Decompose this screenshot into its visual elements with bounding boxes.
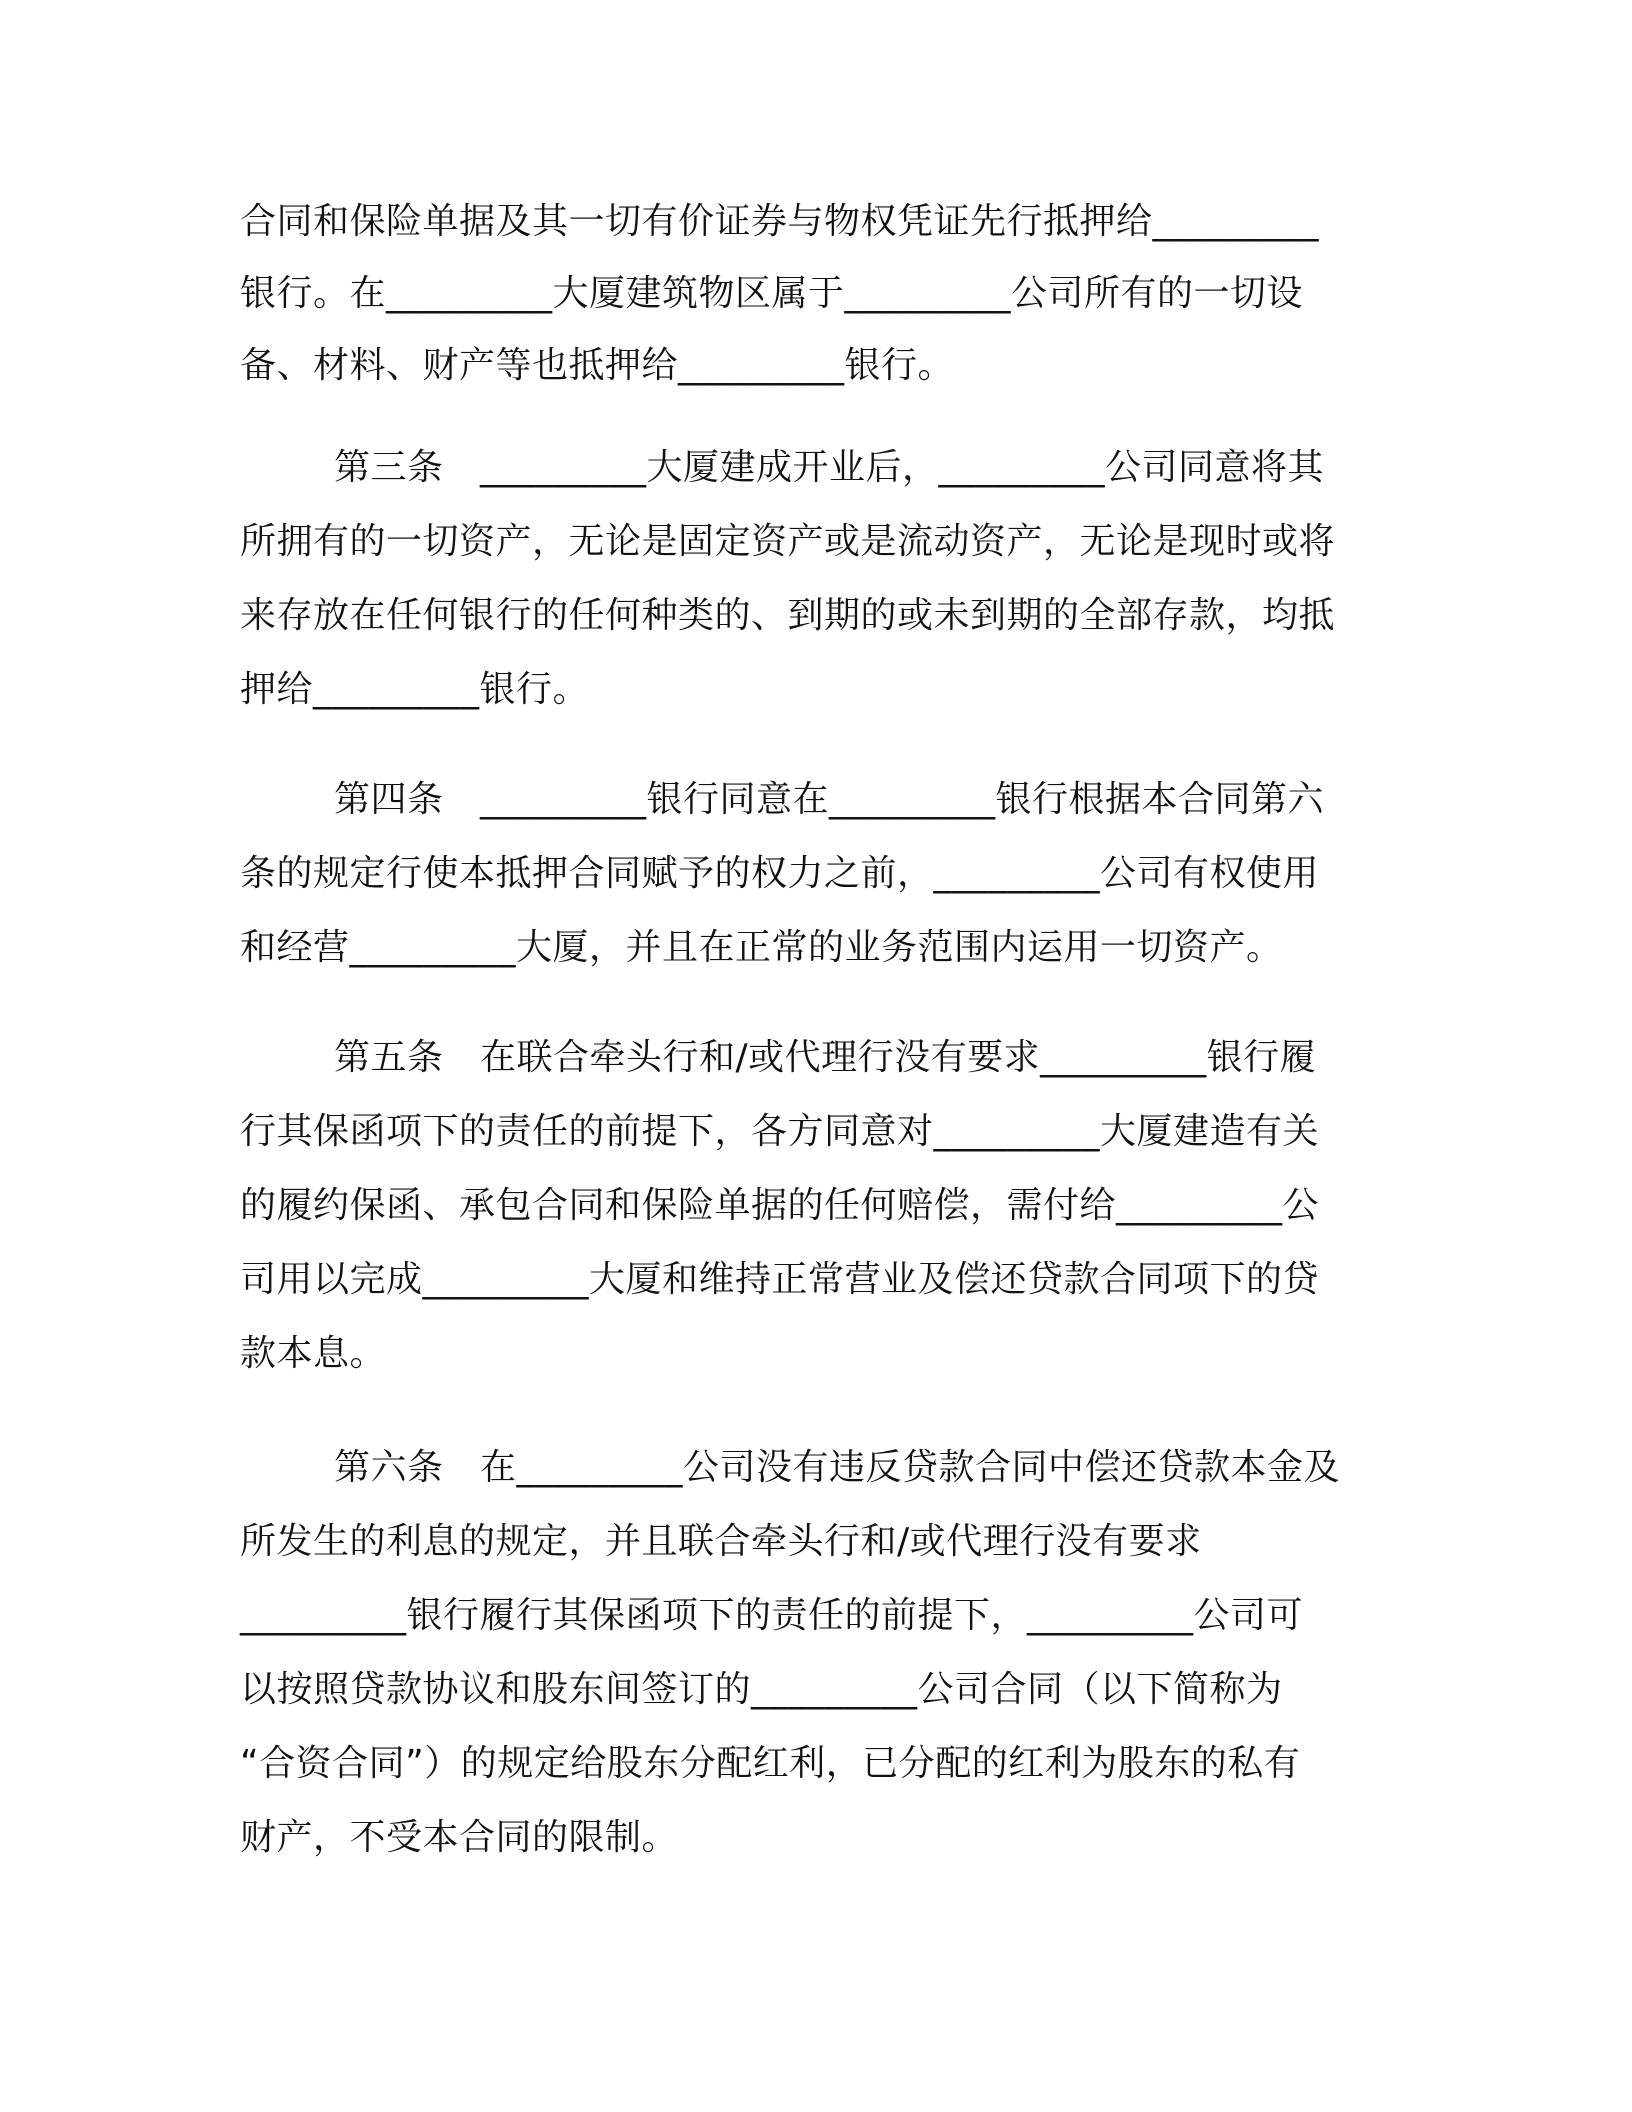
text-line: 以按照贷款协议和股东间签订的_________公司合同（以下简称为 bbox=[240, 1669, 1283, 1710]
text-line: 押给_________银行。 bbox=[240, 669, 590, 710]
text-line: _________银行履行其保函项下的责任的前提下，_________公司可 bbox=[240, 1595, 1304, 1636]
article-6-heading-line: 第六条 在_________公司没有违反贷款合同中偿还贷款本金及 bbox=[334, 1447, 1341, 1488]
text-line: 财产，不受本合同的限制。 bbox=[240, 1817, 679, 1858]
text-line: 所拥有的一切资产，无论是固定资产或是流动资产，无论是现时或将 bbox=[240, 521, 1336, 562]
article-4-heading-line: 第四条 _________银行同意在_________银行根据本合同第六 bbox=[334, 779, 1325, 820]
text-line: 款本息。 bbox=[240, 1333, 387, 1374]
text-line: “合资合同”）的规定给股东分配红利，已分配的红利为股东的私有 bbox=[240, 1743, 1301, 1784]
article-3-heading-line: 第三条 _________大厦建成开业后，_________公司同意将其 bbox=[334, 447, 1325, 488]
text-line: 合同和保险单据及其一切有价证券与物权凭证先行抵押给_________ bbox=[240, 201, 1320, 242]
text-line: 司用以完成_________大厦和维持正常营业及偿还贷款合同项下的贷 bbox=[240, 1259, 1320, 1300]
text-line: 条的规定行使本抵押合同赋予的权力之前，_________公司有权使用 bbox=[240, 853, 1320, 894]
text-line: 的履约保函、承包合同和保险单据的任何赔偿，需付给_________公 bbox=[240, 1185, 1320, 1226]
text-line: 和经营_________大厦，并且在正常的业务范围内运用一切资产。 bbox=[240, 927, 1283, 968]
text-line: 银行。在_________大厦建筑物区属于_________公司所有的一切设 bbox=[240, 273, 1304, 314]
text-line: 所发生的利息的规定，并且联合牵头行和/或代理行没有要求 bbox=[240, 1521, 1202, 1562]
text-line: 行其保函项下的责任的前提下，各方同意对_________大厦建造有关 bbox=[240, 1111, 1320, 1152]
article-5-heading-line: 第五条 在联合牵头行和/或代理行没有要求_________银行履 bbox=[334, 1037, 1317, 1078]
text-line: 备、材料、财产等也抵押给_________银行。 bbox=[240, 345, 955, 386]
text-line: 来存放在任何银行的任何种类的、到期的或未到期的全部存款，均抵 bbox=[240, 595, 1336, 636]
